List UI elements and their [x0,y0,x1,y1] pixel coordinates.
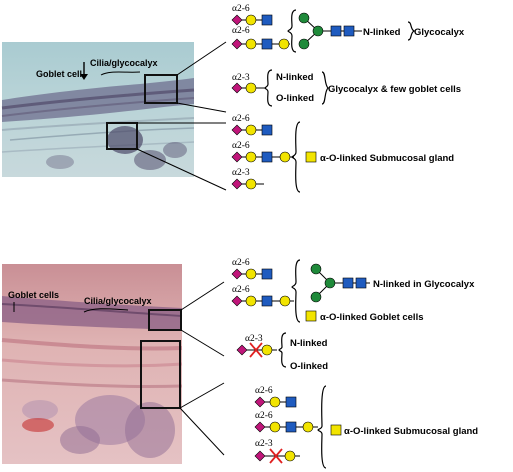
sialic-acid-icon [232,152,242,162]
glcnac-icon [343,278,353,288]
brace-icon [318,386,326,468]
glycan-top-1 [232,4,465,52]
glcnac-icon [262,296,272,306]
glcnac-icon [286,397,296,407]
sialic-acid-icon [255,422,265,432]
galactose-icon [262,345,272,355]
galactose-icon [246,179,256,189]
alpha-bottom-3b: α2-6 [255,411,273,421]
galactose-icon [279,39,289,49]
glycan-top-3 [232,114,454,192]
o-linked-submucosal-label-bottom: α-O-linked Submucosal gland [344,426,479,437]
sialic-acid-icon [232,179,242,189]
alpha-top-3c: α2-3 [232,168,250,178]
alpha-bottom-1b: α2-6 [232,285,250,295]
mannose-icon [325,278,335,288]
n-linked-label-top-1: N-linked [363,27,401,38]
goblet-cell-label-top: Goblet cell [36,69,83,79]
sialic-acid-icon [232,269,242,279]
galnac-icon [306,311,316,321]
sialic-acid-icon [237,345,247,355]
o-linked-submucosal-label-top: α-O-linked Submucosal gland [320,153,455,164]
alpha-top-3b: α2-6 [232,141,250,151]
sialic-acid-icon [255,397,265,407]
alpha-bottom-3c: α2-3 [255,439,273,449]
glcnac-icon [344,26,354,36]
glcnac-icon [262,39,272,49]
n-linked-label-top-2: N-linked [276,72,314,83]
galnac-icon [306,152,316,162]
o-linked-label-bottom-2: O-linked [290,361,329,372]
goblet-cells-label-bottom: Goblet cells [8,290,60,300]
galactose-icon [246,83,256,93]
galnac-icon [331,425,341,435]
glycan-bottom-1 [232,258,475,323]
sialic-acid-icon [232,125,242,135]
galactose-icon [246,125,256,135]
glycan-bottom-3 [255,386,478,468]
glcnac-icon [262,15,272,25]
galactose-icon [246,152,256,162]
alpha-top-2: α2-3 [232,73,250,83]
galactose-icon [285,451,295,461]
mannose-icon [299,39,309,49]
n-linked-glycocalyx-label-bottom: N-linked in Glycocalyx [373,279,475,290]
glcnac-icon [262,125,272,135]
glcnac-icon [262,152,272,162]
galactose-icon [280,152,290,162]
brace-icon [265,70,272,106]
glycocalyx-goblet-label-top-2: Glycocalyx & few goblet cells [328,84,462,95]
brace-icon [292,260,300,322]
alpha-bottom-3a: α2-6 [255,386,273,396]
glcnac-icon [356,278,366,288]
n-linked-label-bottom-2: N-linked [290,338,328,349]
sialic-acid-icon [232,296,242,306]
galactose-icon [246,15,256,25]
alpha-top-1b: α2-6 [232,26,250,36]
cilia-label-top: Cilia/glycocalyx [90,58,158,68]
galactose-icon [303,422,313,432]
glcnac-icon [286,422,296,432]
galactose-icon [270,397,280,407]
sialic-acid-icon [255,451,265,461]
glycocalyx-label-top-1: Glycocalyx [414,27,465,38]
galactose-icon [246,296,256,306]
sialic-acid-icon [232,15,242,25]
galactose-icon [246,39,256,49]
alpha-bottom-1a: α2-6 [232,258,250,268]
galactose-icon [280,296,290,306]
o-linked-goblet-label-bottom: α-O-linked Goblet cells [320,312,424,323]
galactose-icon [246,269,256,279]
glycan-bottom-2 [237,333,328,372]
mannose-icon [311,292,321,302]
alpha-bottom-2: α2-3 [245,334,263,344]
sialic-acid-icon [232,39,242,49]
cilia-label-bottom: Cilia/glycocalyx [84,296,152,306]
sialic-acid-icon [232,83,242,93]
glcnac-icon [262,269,272,279]
brace-icon [288,10,296,52]
galactose-icon [270,422,280,432]
connector-lines-bottom [180,282,224,455]
mannose-icon [299,13,309,23]
glcnac-icon [331,26,341,36]
alpha-top-3a: α2-6 [232,114,250,124]
mannose-icon [311,264,321,274]
alpha-top-1a: α2-6 [232,4,250,14]
o-linked-label-top-2: O-linked [276,93,315,104]
mannose-icon [313,26,323,36]
glycan-top-2 [232,70,461,106]
brace-icon [279,333,286,367]
